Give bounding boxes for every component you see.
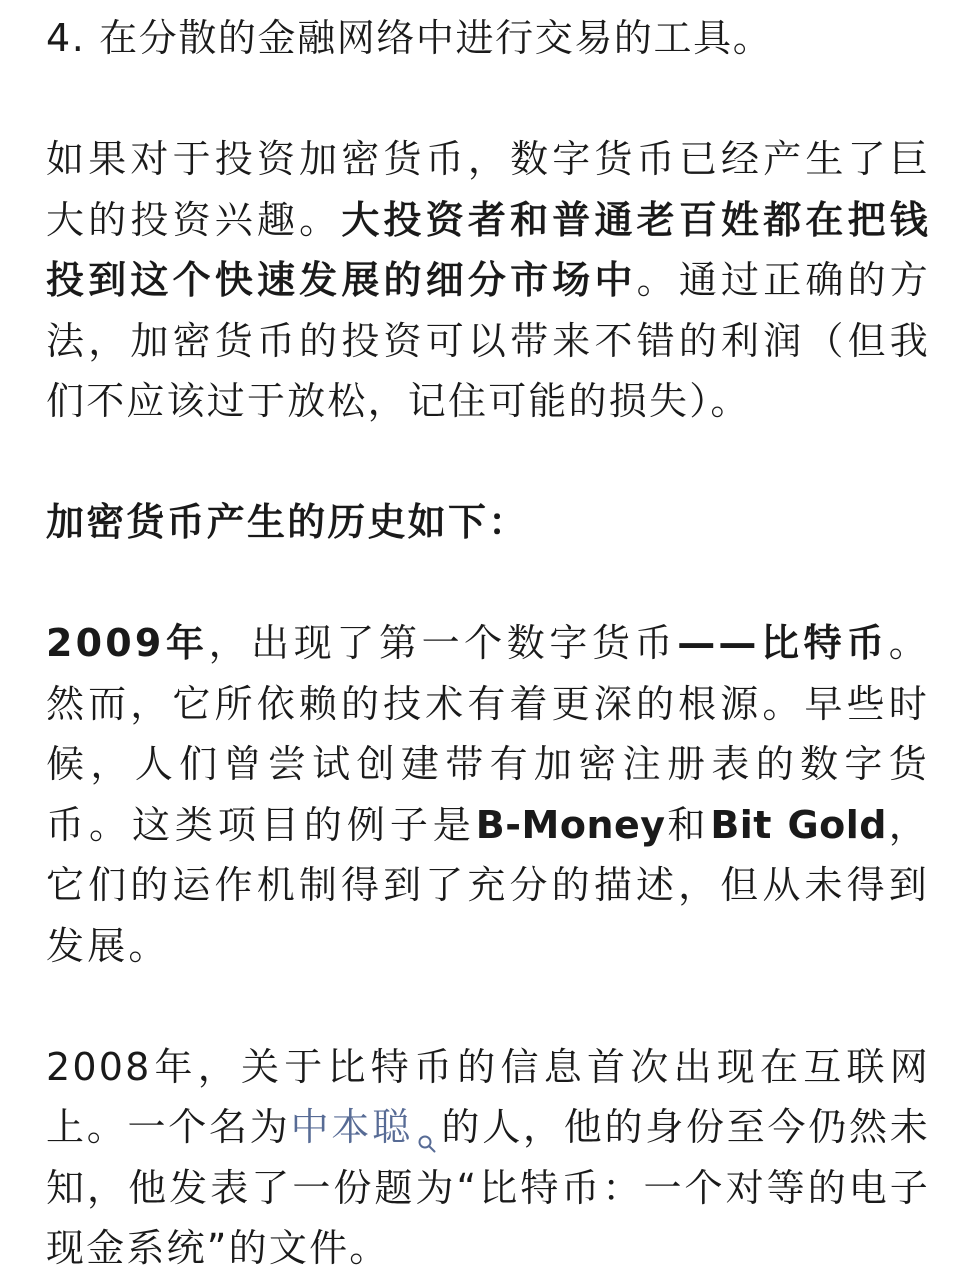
section-heading-text: 加密货币产生的历史如下： (46, 500, 529, 544)
search-icon[interactable] (417, 1111, 437, 1131)
section-heading (46, 492, 930, 553)
paragraph-text: ，出现了第一个数字货币 (208, 621, 678, 665)
paragraph-2009 (46, 613, 930, 976)
paragraph-text: ，它们的运作机制得到了充分的描述，但从未得到发展。 (46, 802, 930, 968)
paragraph-2008 (46, 1037, 930, 1279)
paragraph-text: 。通过正确的方法，加密货币的投资可以带来不错的利润（但我们不应该过于放松，记住可能的损失）。 (46, 258, 930, 423)
paragraph-text: 2008年，关于比特币的信息首次出现在互联网上。一个名为 (46, 1044, 930, 1149)
paragraph-investment-interest (46, 129, 930, 432)
paragraph-text: 。然而，它所依赖的技术有着更深的根源。早些时候，人们曾尝试创建带有加密注册表的数字货币。这类项目的例子是 (46, 621, 930, 847)
paragraph-text: 如果对于投资加密货币，数字货币已经产生了巨大的投资兴趣。 (46, 137, 930, 242)
bold-highlight: 大投资者和普通老百姓都在把钱投到这个快速发展的细分市场中 (46, 197, 930, 302)
bold-year: 2009年 (46, 621, 209, 665)
bold-b-money: B-Money (475, 802, 666, 847)
bold-bit-gold: Bit Gold (710, 802, 887, 847)
search-link-satoshi[interactable]: 中本聪 (290, 1105, 413, 1149)
paragraph-text: 和 (665, 802, 711, 847)
paragraph-text: 的人，他的身份至今仍然未知，他发表了一份题为“比特币：一个对等的电子现金系统”的文件。 (46, 1105, 931, 1270)
list-item-4: 4. 在分散的金融网络中进行交易的工具。 (46, 16, 773, 60)
article-body (46, 8, 930, 1279)
bold-bitcoin: ——比特币 (677, 621, 889, 665)
